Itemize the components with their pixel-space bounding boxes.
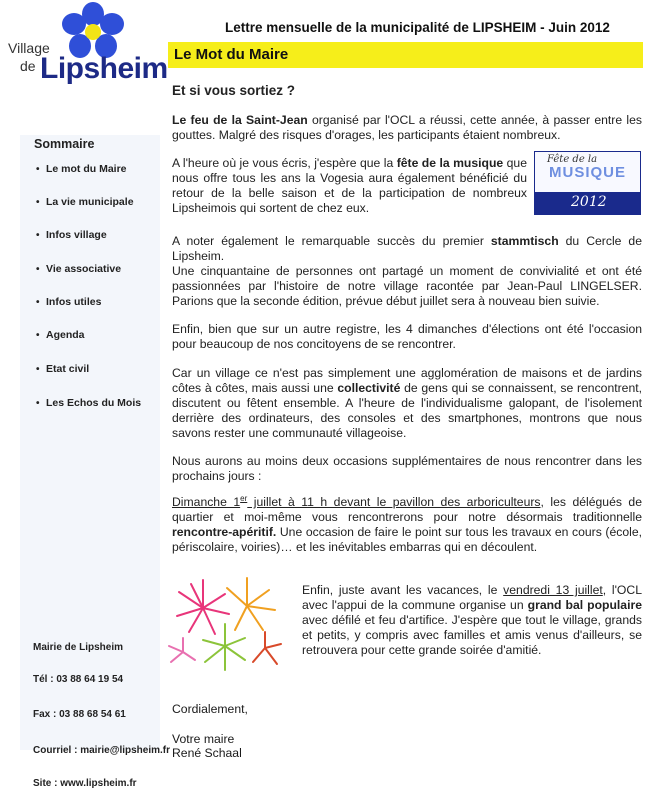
text: , l'OCL avec l'appui de la commune organise un: [302, 583, 642, 612]
text: Une occasion de faire le point sur tous les travaux en cours (école, périscolaire, voiries)… et les inévitables embarras qui en découlent.: [172, 525, 642, 555]
bold-text: collectivité: [337, 381, 401, 395]
sidebar-item-vie-associative[interactable]: [36, 263, 121, 275]
bullet-icon: •: [36, 330, 40, 341]
paragraph-dimanche: [172, 491, 642, 555]
sidebar-item-etat-civil[interactable]: [36, 363, 89, 375]
paragraph-bal-populaire: [302, 583, 642, 658]
bullet-icon: •: [36, 398, 40, 409]
bullet-icon: •: [36, 297, 40, 308]
text: du Cercle de Lipsheim.: [172, 234, 642, 263]
bold-text: grand bal populaire: [527, 598, 642, 612]
sidebar-item-label: La vie municipale: [46, 196, 134, 208]
sidebar-item-echos-du-mois[interactable]: [36, 397, 141, 409]
sidebar-item-label: Les Echos du Mois: [46, 397, 142, 409]
text: de gens qui se connaissent, se rencontrent, discutent ou fêtent ensemble. A l'heure de l'individualisme galopant, de l'isolement derrière des ordinateurs, des consoles et des smartphones, montrons que nous savons rester une communauté villageoise.: [172, 381, 642, 440]
contact-email[interactable]: Courriel : mairie@lipsheim.fr: [33, 745, 171, 756]
underlined-text: Dimanche 1: [172, 495, 241, 510]
sidebar-heading: Sommaire: [34, 137, 95, 151]
sidebar-item-mot-du-maire[interactable]: [36, 163, 127, 175]
bullet-icon: •: [36, 364, 40, 375]
logo-de-text: de: [20, 58, 36, 74]
contact-fax: Fax : 03 88 68 54 61: [33, 709, 126, 720]
article-heading: Et si vous sortiez ?: [172, 83, 296, 98]
paragraph-elections: Enfin, bien que sur un autre registre, les 4 dimanches d'élections ont été l'occasion pour beaucoup de nos concitoyens de se rencontrer.: [172, 322, 642, 351]
text: avec défilé et feu d'artifice. J'espère que tout le village, grands et petits, y compris avec familles et amis venus d'ailleurs, se retrouvera pour cette grande soirée d'amitié.: [302, 613, 642, 657]
text: organisé par l'OCL a réussi, cette année, à passer entre les gouttes. Malgré des risques d'orages, les participants étaient nombreux.: [172, 113, 643, 142]
signature-name: René Schaal: [172, 746, 242, 760]
paragraph-occasions: Nous aurons au moins deux occasions supplémentaires de nous rencontrer dans les prochains jours :: [172, 454, 642, 483]
sidebar-item-label: Infos village: [46, 229, 107, 241]
text: Car un village ce n'est pas simplement une agglomération de maisons et de jardins côtes à côtes, mais aussi une: [172, 366, 642, 395]
text: que nous offre tous les ans la Vogesia aura également bénéficié du retour de la belle saison et de la participation de nombreux Lipsheimois qui sortent de chez eux.: [172, 156, 527, 215]
badge-year-bar: [535, 192, 640, 214]
text: , les délégués de quartier et moi-même vous rencontrerons pour notre désormais traditionnelle: [172, 495, 642, 525]
sidebar-item-label: Vie associative: [46, 263, 122, 275]
sidebar-item-label: Le mot du Maire: [46, 163, 127, 175]
text: A l'heure où je vous écris, j'espère que la: [172, 156, 397, 170]
sidebar-item-infos-utiles[interactable]: [36, 296, 101, 308]
bold-text: rencontre-apéritif.: [172, 525, 277, 540]
paragraph-stammtisch: [172, 234, 642, 309]
badge-line2: MUSIQUE: [549, 164, 627, 181]
logo-name: Lipsheim: [40, 52, 168, 85]
paragraph-fete-musique: [172, 156, 527, 216]
sidebar: [20, 135, 160, 750]
closing: Cordialement,: [172, 702, 248, 716]
section-title-bar: [168, 42, 643, 68]
sidebar-item-label: Etat civil: [46, 363, 90, 375]
sidebar-item-infos-village[interactable]: [36, 229, 107, 241]
bullet-icon: •: [36, 197, 40, 208]
sidebar-item-label: Agenda: [46, 329, 85, 341]
fete-musique-badge: [534, 151, 641, 215]
text: Une cinquantaine de personnes ont partagé un moment de convivialité et ont été passionnées par l'histoire de notre village racontée par Jean-Paul LINGELSER. Parions que la seconde édition, prévue début juillet sera à nouveau bien suivie.: [172, 264, 642, 308]
contact-name: Mairie de Lipsheim: [33, 642, 124, 653]
paragraph-saint-jean: [172, 113, 642, 143]
text: Enfin, juste avant les vacances, le: [302, 583, 504, 597]
text: A noter également le remarquable succès du premier: [172, 234, 491, 248]
contact-website[interactable]: Site : www.lipsheim.fr: [33, 778, 137, 789]
paragraph-collectivite: [172, 366, 642, 441]
fireworks-icon: [165, 568, 290, 678]
sidebar-item-vie-municipale[interactable]: [36, 196, 134, 208]
bold-text: fête de la musique: [396, 156, 504, 170]
superscript: er: [240, 494, 248, 503]
underlined-text: vendredi 13 juillet: [503, 583, 603, 597]
logo-village-text: Village: [8, 40, 50, 56]
contact-phone: Tél : 03 88 64 19 54: [33, 674, 124, 685]
bullet-icon: •: [36, 264, 40, 275]
sidebar-item-label: Infos utiles: [46, 296, 102, 308]
sidebar-item-agenda[interactable]: [36, 329, 85, 341]
badge-line1: Fête de la: [547, 154, 598, 165]
section-title: Le Mot du Maire: [174, 46, 289, 63]
signature-title: Votre maire: [172, 732, 235, 746]
bold-text: Le feu de la Saint-Jean: [172, 113, 308, 127]
badge-year: 2012: [571, 194, 607, 210]
bullet-icon: •: [36, 164, 40, 175]
bold-text: stammtisch: [490, 234, 559, 248]
newsletter-title: Lettre mensuelle de la municipalité de LIPSHEIM - Juin 2012: [225, 20, 610, 35]
bullet-icon: •: [36, 230, 40, 241]
underlined-text: juillet à 11 h devant le pavillon des arboriculteurs: [247, 495, 541, 510]
village-logo: [0, 0, 168, 95]
